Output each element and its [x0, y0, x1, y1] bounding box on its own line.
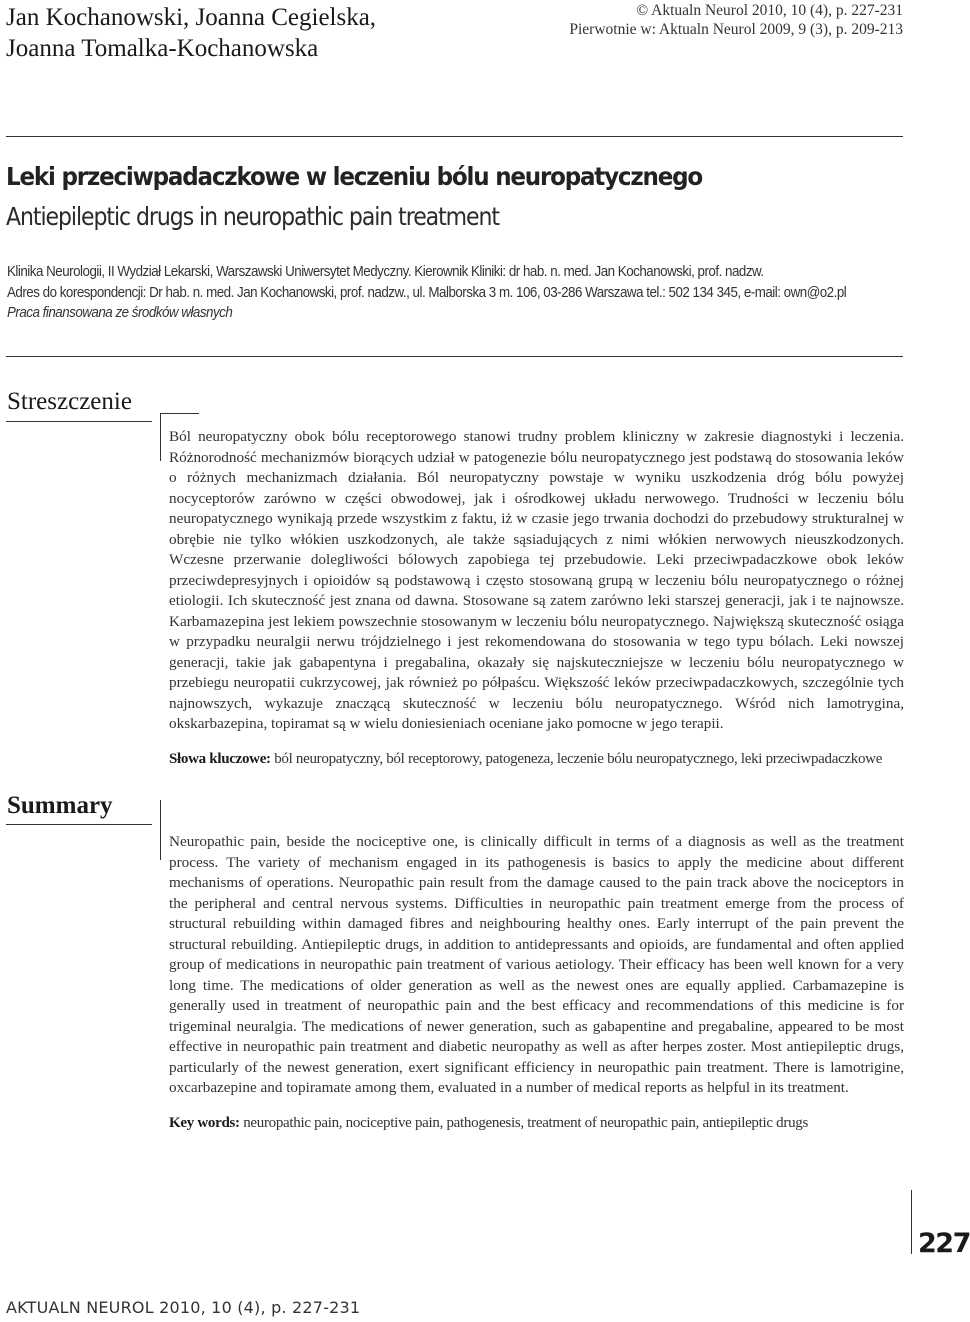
summary-bracket	[160, 800, 161, 860]
streszczenie-keywords	[169, 749, 882, 769]
title-polish: Leki przeciwpadaczkowe w leczeniu bólu neuropatycznego	[6, 162, 702, 191]
citation	[569, 1, 903, 39]
citation-line-2: Pierwotnie w: Aktualn Neurol 2009, 9 (3), p. 209-213	[569, 21, 903, 38]
page-number: 227	[918, 1228, 970, 1259]
streszczenie-body	[169, 427, 904, 735]
keywords-pl: ból neuropatyczny, ból receptorowy, patogeneza, leczenie bólu neuropatycznego, leki przeciwpadaczkowe	[270, 751, 883, 767]
section-rule	[6, 356, 903, 357]
authors	[6, 2, 566, 64]
authors-line-1: Jan Kochanowski, Joanna Cegielska,	[6, 4, 377, 31]
citation-line-1: © Aktualn Neurol 2010, 10 (4), p. 227-231	[636, 2, 903, 19]
keywords-label-pl: Słowa kluczowe:	[169, 751, 271, 767]
summary-text: Neuropathic pain, beside the nociceptive one, is clinically difficult in terms of a diagnosis as well as the treatment process. The variety of mechanism engaged in its pathogenesis is basics to apply the medicine about different mechanisms of operations. Neuropathic pain result from the damage caused to the pain track above the nociceptors in the peripheral and central nervous systems. Difficulties in neuropathic pain treatment emerge from the process of structural rebuilding within damaged fibres and neighbouring healthy ones. Early interrupt of the pain prevent the structural rebuilding. Antiepileptic drugs, in addition to antidepressants and opioids, are fundamental and often applied group of medications in neuropathic pain treatment of various aetiology. Their efficacy has been well known for a very long time. The medications of older generation as well as the newest ones are equally applied. Carbamazepine is generally used in treatment of neuropathic pain and the best efficacy and recommendations of this medicine is for trigeminal neuralgia. The medications of newer generation, such as gabapentine and pregabaline, appeared to be most effective in neuropathic pain treatment and diabetic neuropathy as well as after herpes zoster. Most antiepileptic drugs, particularly of the newest generation, exert significant efficiency in neuropathic pain treatment. There is lamotrigine, oxcarbazepine and topiramate among them, evaluated in a number of medical reports as helpful in its treatment.	[169, 833, 904, 1096]
summary-heading-rule	[6, 824, 152, 825]
summary-keywords	[169, 1113, 808, 1133]
summary-heading: Summary	[7, 792, 113, 819]
summary-body	[169, 832, 904, 1099]
top-rule	[6, 136, 903, 137]
affiliation	[7, 262, 897, 324]
page-number-rule	[911, 1190, 912, 1254]
affiliation-line-1: Klinika Neurologii, II Wydział Lekarski, Warszawski Uniwersytet Medyczny. Kierownik Kliniki: dr hab. n. med. Jan Kochanowski, prof. nadzw.	[7, 263, 764, 280]
streszczenie-heading: Streszczenie	[7, 388, 132, 415]
keywords-en: neuropathic pain, nociceptive pain, pathogenesis, treatment of neuropathic pain, antiepileptic drugs	[239, 1115, 809, 1131]
funding-note: Praca finansowana ze środków własnych	[7, 304, 233, 321]
title-english: Antiepileptic drugs in neuropathic pain treatment	[6, 202, 499, 231]
journal-footer: AKTUALN NEUROL 2010, 10 (4), p. 227-231	[6, 1298, 361, 1317]
streszczenie-text: Ból neuropatyczny obok bólu receptorowego stanowi trudny problem kliniczny w zakresie diagnostyki i leczenia. Różnorodność mechanizmów biorących udział w patogenezie bólu neuropatycznego jest podstawą do stosowania leków o różnych mechanizmach działania. Ból neuropatyczny powstaje w wyniku uszkodzenia dróg bólu powyżej nocyceptorów zarówno w części obwodowej, jak i ośrodkowej układu nerwowego. Trudności w leczeniu bólu neuropatycznego wynikają przede wszystkim z faktu, iż w czasie jego trwania dochodzi do przebudowy strukturalnej w obrębie nie tylko włókien uszkodzonych, ale także sąsiadujących z nimi włókien nerwowych nieuszkodzonych. Wczesne przerwanie dolegliwości bólowych zapobiega tej przebudowie. Leki przeciwpadaczkowe obok leków przeciwdepresyjnych i opioidów są podstawową i często stosowaną grupą w leczeniu bólu neuropatycznego o różnej etiologii. Ich skuteczność jest znana od dawna. Stosowane są zatem zarówno leki starszej generacji, jak i te najnowsze. Karbamazepina jest lekiem powszechnie stosowanym w leczeniu bólu neuropatycznego. Największą skuteczność osiąga w przypadku neuralgii nerwu trójdzielnego i jest rekomendowana do stosowania w tego typu bólach. Leki nowszej generacji, takie jak gabapentyna i pregabalina, okazały się najskuteczniejsze w leczeniu bólu neuropatycznego w przebiegu neuropatii cukrzycowej, jak również po półpaścu. Większość leków przeciwpadaczkowych, szczególnie tych najnowszych, wykazuje znaczącą skuteczność w leczeniu bólu neuropatycznego. Wśród nich lamotrygina, okskarbazepina, topiramat są w wielu doniesieniach oceniane jako pomocne w jego terapii.	[169, 428, 904, 732]
streszczenie-heading-rule	[6, 421, 152, 422]
authors-line-2: Joanna Tomalka-Kochanowska	[6, 35, 319, 62]
affiliation-line-2: Adres do korespondencji: Dr hab. n. med. Jan Kochanowski, prof. nadzw., ul. Malborska 3 m. 106, 03-286 Warszawa tel.: 502 134 345, e-mail: own@o2.pl	[7, 283, 847, 301]
keywords-label-en: Key words:	[169, 1115, 240, 1131]
